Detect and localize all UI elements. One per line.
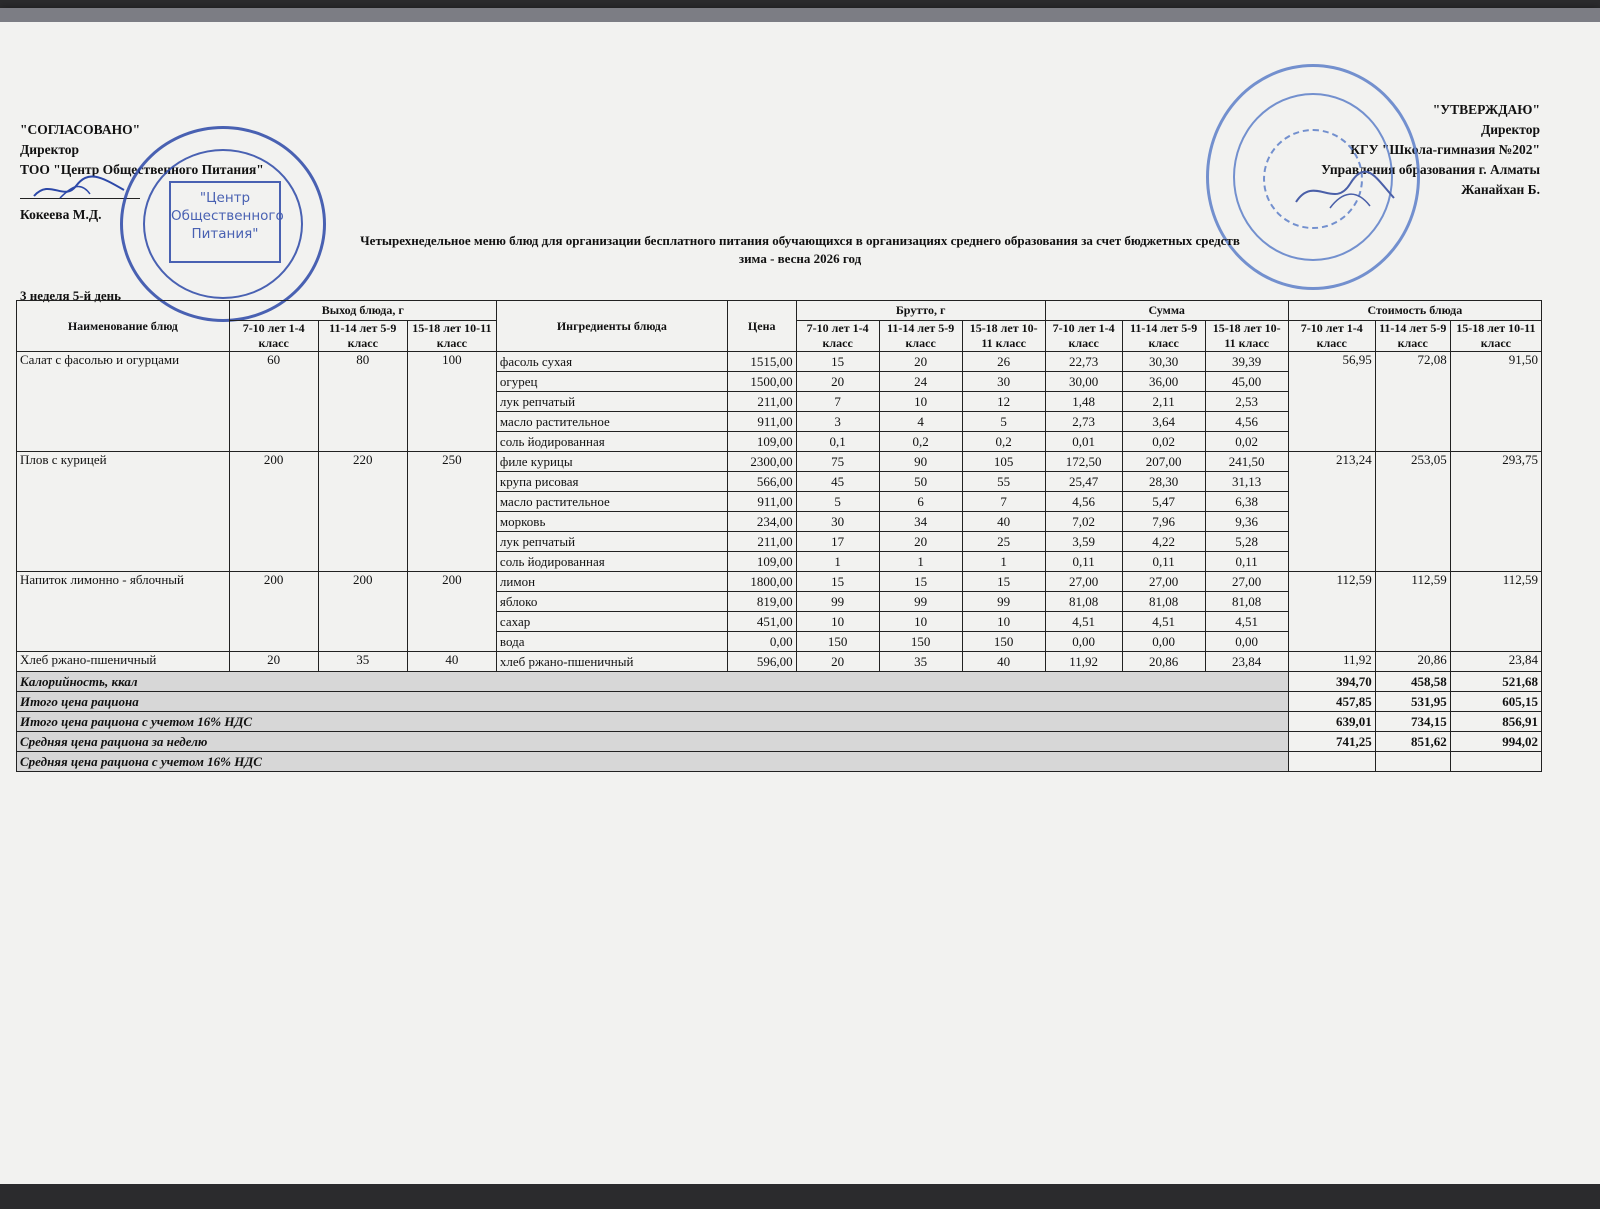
approval-left-role: Директор	[20, 142, 80, 157]
stamp-left-seal	[120, 126, 326, 322]
total-value: 856,91	[1450, 712, 1541, 732]
ingredient-brutto: 1	[962, 552, 1045, 572]
dish-output: 200	[318, 572, 407, 652]
ingredient-brutto: 90	[879, 452, 962, 472]
ingredient-sum: 4,56	[1045, 492, 1122, 512]
ingredient-sum: 27,00	[1045, 572, 1122, 592]
col-price: Цена	[727, 301, 796, 352]
ingredient-brutto: 150	[879, 632, 962, 652]
ingredient-price: 0,00	[727, 632, 796, 652]
dish-output: 60	[229, 352, 318, 452]
ingredient-sum: 31,13	[1205, 472, 1288, 492]
total-value	[1288, 752, 1375, 772]
ingredient-brutto: 105	[962, 452, 1045, 472]
total-value	[1450, 752, 1541, 772]
col-sum-g2: 11-14 лет 5-9 класс	[1122, 321, 1205, 352]
ingredient-name: лук репчатый	[496, 532, 727, 552]
ingredient-name: соль йодированная	[496, 432, 727, 452]
ingredient-brutto: 34	[879, 512, 962, 532]
dish-cost: 213,24	[1288, 452, 1375, 572]
ingredient-brutto: 75	[796, 452, 879, 472]
ingredient-name: филе курицы	[496, 452, 727, 472]
col-output-g1: 7-10 лет 1-4 класс	[229, 321, 318, 352]
ingredient-price: 566,00	[727, 472, 796, 492]
total-value: 994,02	[1450, 732, 1541, 752]
ingredient-brutto: 15	[796, 572, 879, 592]
ingredient-sum: 27,00	[1122, 572, 1205, 592]
ingredient-name: лимон	[496, 572, 727, 592]
dish-output: 200	[229, 572, 318, 652]
ingredient-sum: 36,00	[1122, 372, 1205, 392]
ingredient-brutto: 40	[962, 512, 1045, 532]
dish-cost: 112,59	[1288, 572, 1375, 652]
ingredient-name: фасоль сухая	[496, 352, 727, 372]
ingredient-brutto: 150	[796, 632, 879, 652]
ingredient-name: морковь	[496, 512, 727, 532]
dish-output: 80	[318, 352, 407, 452]
ingredient-brutto: 99	[962, 592, 1045, 612]
dish-output: 200	[407, 572, 496, 652]
ingredient-sum: 0,00	[1122, 632, 1205, 652]
ingredient-brutto: 17	[796, 532, 879, 552]
ingredient-price: 1500,00	[727, 372, 796, 392]
col-cost-g1: 7-10 лет 1-4 класс	[1288, 321, 1375, 352]
ingredient-brutto: 3	[796, 412, 879, 432]
approval-right-role: Директор	[1480, 122, 1540, 137]
dish-cost: 91,50	[1450, 352, 1541, 452]
table-row	[17, 652, 1542, 672]
ingredient-sum: 0,00	[1045, 632, 1122, 652]
menu-body	[17, 352, 1542, 772]
ingredient-price: 109,00	[727, 432, 796, 452]
signature-right-icon	[1290, 168, 1400, 218]
total-value: 605,15	[1450, 692, 1541, 712]
dish-cost: 72,08	[1375, 352, 1450, 452]
ingredient-sum: 7,96	[1122, 512, 1205, 532]
dish-name: Плов с курицей	[17, 452, 230, 572]
dish-name: Салат с фасолью и огурцами	[17, 352, 230, 452]
ingredient-brutto: 24	[879, 372, 962, 392]
ingredient-sum: 22,73	[1045, 352, 1122, 372]
ingredient-brutto: 20	[796, 372, 879, 392]
dish-cost: 11,92	[1288, 652, 1375, 672]
ingredient-name: соль йодированная	[496, 552, 727, 572]
ingredient-sum: 0,11	[1122, 552, 1205, 572]
ingredient-sum: 39,39	[1205, 352, 1288, 372]
col-brutto-g3: 15-18 лет 10-11 класс	[962, 321, 1045, 352]
col-ingredients: Ингредиенты блюда	[496, 301, 727, 352]
ingredient-brutto: 7	[796, 392, 879, 412]
ingredient-brutto: 45	[796, 472, 879, 492]
ingredient-brutto: 5	[796, 492, 879, 512]
desk-surface	[0, 1184, 1600, 1209]
stamp-left-text: "Центр Общественного Питания"	[169, 181, 281, 263]
ingredient-brutto: 35	[879, 652, 962, 672]
ingredient-brutto: 50	[879, 472, 962, 492]
ingredient-sum: 2,53	[1205, 392, 1288, 412]
ingredient-brutto: 0,2	[879, 432, 962, 452]
col-output: Выход блюда, г	[229, 301, 496, 321]
menu-table	[16, 300, 1542, 772]
ingredient-brutto: 1	[796, 552, 879, 572]
ingredient-sum: 9,36	[1205, 512, 1288, 532]
ingredient-price: 819,00	[727, 592, 796, 612]
ingredient-price: 1515,00	[727, 352, 796, 372]
dish-cost: 20,86	[1375, 652, 1450, 672]
ingredient-sum: 4,51	[1122, 612, 1205, 632]
ingredient-brutto: 25	[962, 532, 1045, 552]
ingredient-sum: 6,38	[1205, 492, 1288, 512]
ingredient-price: 2300,00	[727, 452, 796, 472]
col-sum: Сумма	[1045, 301, 1288, 321]
col-cost-g3: 15-18 лет 10-11 класс	[1450, 321, 1541, 352]
ingredient-sum: 81,08	[1205, 592, 1288, 612]
ingredient-name: масло растительное	[496, 412, 727, 432]
ingredient-brutto: 1	[879, 552, 962, 572]
total-value: 734,15	[1375, 712, 1450, 732]
col-brutto: Брутто, г	[796, 301, 1045, 321]
ingredient-sum: 0,02	[1205, 432, 1288, 452]
ingredient-sum: 1,48	[1045, 392, 1122, 412]
total-label: Средняя цена рациона за неделю	[17, 732, 1289, 752]
ingredient-name: лук репчатый	[496, 392, 727, 412]
dish-output: 200	[229, 452, 318, 572]
total-value: 458,58	[1375, 672, 1450, 692]
total-value: 521,68	[1450, 672, 1541, 692]
ingredient-sum: 2,11	[1122, 392, 1205, 412]
total-value: 457,85	[1288, 692, 1375, 712]
total-value: 639,01	[1288, 712, 1375, 732]
col-dish: Наименование блюд	[17, 301, 230, 352]
dish-cost: 56,95	[1288, 352, 1375, 452]
ingredient-brutto: 10	[796, 612, 879, 632]
ingredient-brutto: 20	[879, 352, 962, 372]
ingredient-sum: 0,11	[1045, 552, 1122, 572]
ingredient-sum: 20,86	[1122, 652, 1205, 672]
ingredient-brutto: 20	[879, 532, 962, 552]
approval-left-org: ТОО "Центр Общественного Питания"	[20, 162, 264, 177]
ingredient-sum: 45,00	[1205, 372, 1288, 392]
ingredient-brutto: 10	[879, 392, 962, 412]
top-edge	[0, 8, 1600, 22]
total-row	[17, 692, 1542, 712]
ingredient-sum: 5,47	[1122, 492, 1205, 512]
title-season: зима - весна 2026 год	[738, 251, 862, 266]
dish-cost: 23,84	[1450, 652, 1541, 672]
ingredient-brutto: 30	[962, 372, 1045, 392]
ingredient-sum: 4,51	[1045, 612, 1122, 632]
total-label: Итого цена рациона	[17, 692, 1289, 712]
ingredient-name: крупа рисовая	[496, 472, 727, 492]
ingredient-brutto: 55	[962, 472, 1045, 492]
ingredient-sum: 30,00	[1045, 372, 1122, 392]
ingredient-brutto: 15	[879, 572, 962, 592]
ingredient-name: вода	[496, 632, 727, 652]
total-row	[17, 672, 1542, 692]
ingredient-sum: 28,30	[1122, 472, 1205, 492]
ingredient-sum: 3,59	[1045, 532, 1122, 552]
ingredient-brutto: 10	[879, 612, 962, 632]
total-label: Итого цена рациона с учетом 16% НДС	[17, 712, 1289, 732]
ingredient-brutto: 26	[962, 352, 1045, 372]
approval-right-name: Жанайхан Б.	[1461, 182, 1540, 197]
ingredient-price: 596,00	[727, 652, 796, 672]
ingredient-brutto: 99	[879, 592, 962, 612]
col-sum-g3: 15-18 лет 10-11 класс	[1205, 321, 1288, 352]
dish-cost: 293,75	[1450, 452, 1541, 572]
ingredient-brutto: 6	[879, 492, 962, 512]
ingredient-sum: 3,64	[1122, 412, 1205, 432]
dish-cost: 253,05	[1375, 452, 1450, 572]
signature-left-icon	[30, 168, 130, 208]
ingredient-sum: 25,47	[1045, 472, 1122, 492]
ingredient-sum: 4,56	[1205, 412, 1288, 432]
dish-name: Хлеб ржано-пшеничный	[17, 652, 230, 672]
ingredient-sum: 207,00	[1122, 452, 1205, 472]
ingredient-sum: 0,01	[1045, 432, 1122, 452]
ingredient-brutto: 0,1	[796, 432, 879, 452]
ingredient-price: 911,00	[727, 492, 796, 512]
ingredient-sum: 2,73	[1045, 412, 1122, 432]
ingredient-sum: 241,50	[1205, 452, 1288, 472]
dish-output: 220	[318, 452, 407, 572]
title-main: Четырехнедельное меню блюд для организации бесплатного питания обучающихся в организациях среднего образования за счет бюджетных средств	[360, 233, 1240, 248]
approval-left-title: "СОГЛАСОВАНО"	[20, 122, 141, 137]
total-row	[17, 712, 1542, 732]
ingredient-price: 109,00	[727, 552, 796, 572]
ingredient-price: 451,00	[727, 612, 796, 632]
approval-right-title: "УТВЕРЖДАЮ"	[1432, 102, 1540, 117]
ingredient-brutto: 20	[796, 652, 879, 672]
total-value: 531,95	[1375, 692, 1450, 712]
document-page	[0, 8, 1600, 1193]
ingredient-price: 911,00	[727, 412, 796, 432]
dish-name: Напиток лимонно - яблочный	[17, 572, 230, 652]
dish-output: 100	[407, 352, 496, 452]
col-brutto-g2: 11-14 лет 5-9 класс	[879, 321, 962, 352]
ingredient-sum: 4,22	[1122, 532, 1205, 552]
total-value: 851,62	[1375, 732, 1450, 752]
total-label: Калорийность, ккал	[17, 672, 1289, 692]
ingredient-brutto: 10	[962, 612, 1045, 632]
document-title	[0, 232, 1600, 268]
col-cost: Стоимость блюда	[1288, 301, 1541, 321]
dish-output: 35	[318, 652, 407, 672]
ingredient-price: 211,00	[727, 392, 796, 412]
ingredient-sum: 0,00	[1205, 632, 1288, 652]
dish-cost: 112,59	[1375, 572, 1450, 652]
ingredient-brutto: 15	[962, 572, 1045, 592]
total-row	[17, 752, 1542, 772]
dish-output: 20	[229, 652, 318, 672]
col-cost-g2: 11-14 лет 5-9 класс	[1375, 321, 1450, 352]
ingredient-sum: 81,08	[1122, 592, 1205, 612]
total-label: Средняя цена рациона с учетом 16% НДС	[17, 752, 1289, 772]
ingredient-sum: 27,00	[1205, 572, 1288, 592]
approval-left-name: Кокеева М.Д.	[20, 207, 102, 222]
ingredient-sum: 23,84	[1205, 652, 1288, 672]
ingredient-name: огурец	[496, 372, 727, 392]
ingredient-name: хлеб ржано-пшеничный	[496, 652, 727, 672]
ingredient-sum: 11,92	[1045, 652, 1122, 672]
col-output-g2: 11-14 лет 5-9 класс	[318, 321, 407, 352]
dish-output: 250	[407, 452, 496, 572]
ingredient-brutto: 30	[796, 512, 879, 532]
ingredient-price: 234,00	[727, 512, 796, 532]
ingredient-sum: 0,11	[1205, 552, 1288, 572]
dish-output: 40	[407, 652, 496, 672]
dish-cost: 112,59	[1450, 572, 1541, 652]
ingredient-brutto: 4	[879, 412, 962, 432]
total-row	[17, 732, 1542, 752]
table-row	[17, 572, 1542, 592]
ingredient-brutto: 5	[962, 412, 1045, 432]
ingredient-name: сахар	[496, 612, 727, 632]
ingredient-brutto: 40	[962, 652, 1045, 672]
total-value	[1375, 752, 1450, 772]
ingredient-name: масло растительное	[496, 492, 727, 512]
ingredient-price: 1800,00	[727, 572, 796, 592]
total-value: 394,70	[1288, 672, 1375, 692]
table-row	[17, 352, 1542, 372]
ingredient-sum: 5,28	[1205, 532, 1288, 552]
ingredient-name: яблоко	[496, 592, 727, 612]
week-day-label: 3 неделя 5-й день	[20, 288, 122, 303]
col-output-g3: 15-18 лет 10-11 класс	[407, 321, 496, 352]
ingredient-sum: 81,08	[1045, 592, 1122, 612]
ingredient-brutto: 12	[962, 392, 1045, 412]
ingredient-brutto: 15	[796, 352, 879, 372]
ingredient-sum: 172,50	[1045, 452, 1122, 472]
ingredient-sum: 7,02	[1045, 512, 1122, 532]
total-value: 741,25	[1288, 732, 1375, 752]
ingredient-brutto: 7	[962, 492, 1045, 512]
col-brutto-g1: 7-10 лет 1-4 класс	[796, 321, 879, 352]
ingredient-brutto: 99	[796, 592, 879, 612]
approval-right-org: КГУ "Школа-гимназия №202"	[1350, 142, 1540, 157]
ingredient-price: 211,00	[727, 532, 796, 552]
table-row	[17, 452, 1542, 472]
approval-right-dept: Управления образования г. Алматы	[1321, 162, 1540, 177]
ingredient-sum: 30,30	[1122, 352, 1205, 372]
col-sum-g1: 7-10 лет 1-4 класс	[1045, 321, 1122, 352]
ingredient-sum: 0,02	[1122, 432, 1205, 452]
ingredient-brutto: 150	[962, 632, 1045, 652]
ingredient-sum: 4,51	[1205, 612, 1288, 632]
ingredient-brutto: 0,2	[962, 432, 1045, 452]
